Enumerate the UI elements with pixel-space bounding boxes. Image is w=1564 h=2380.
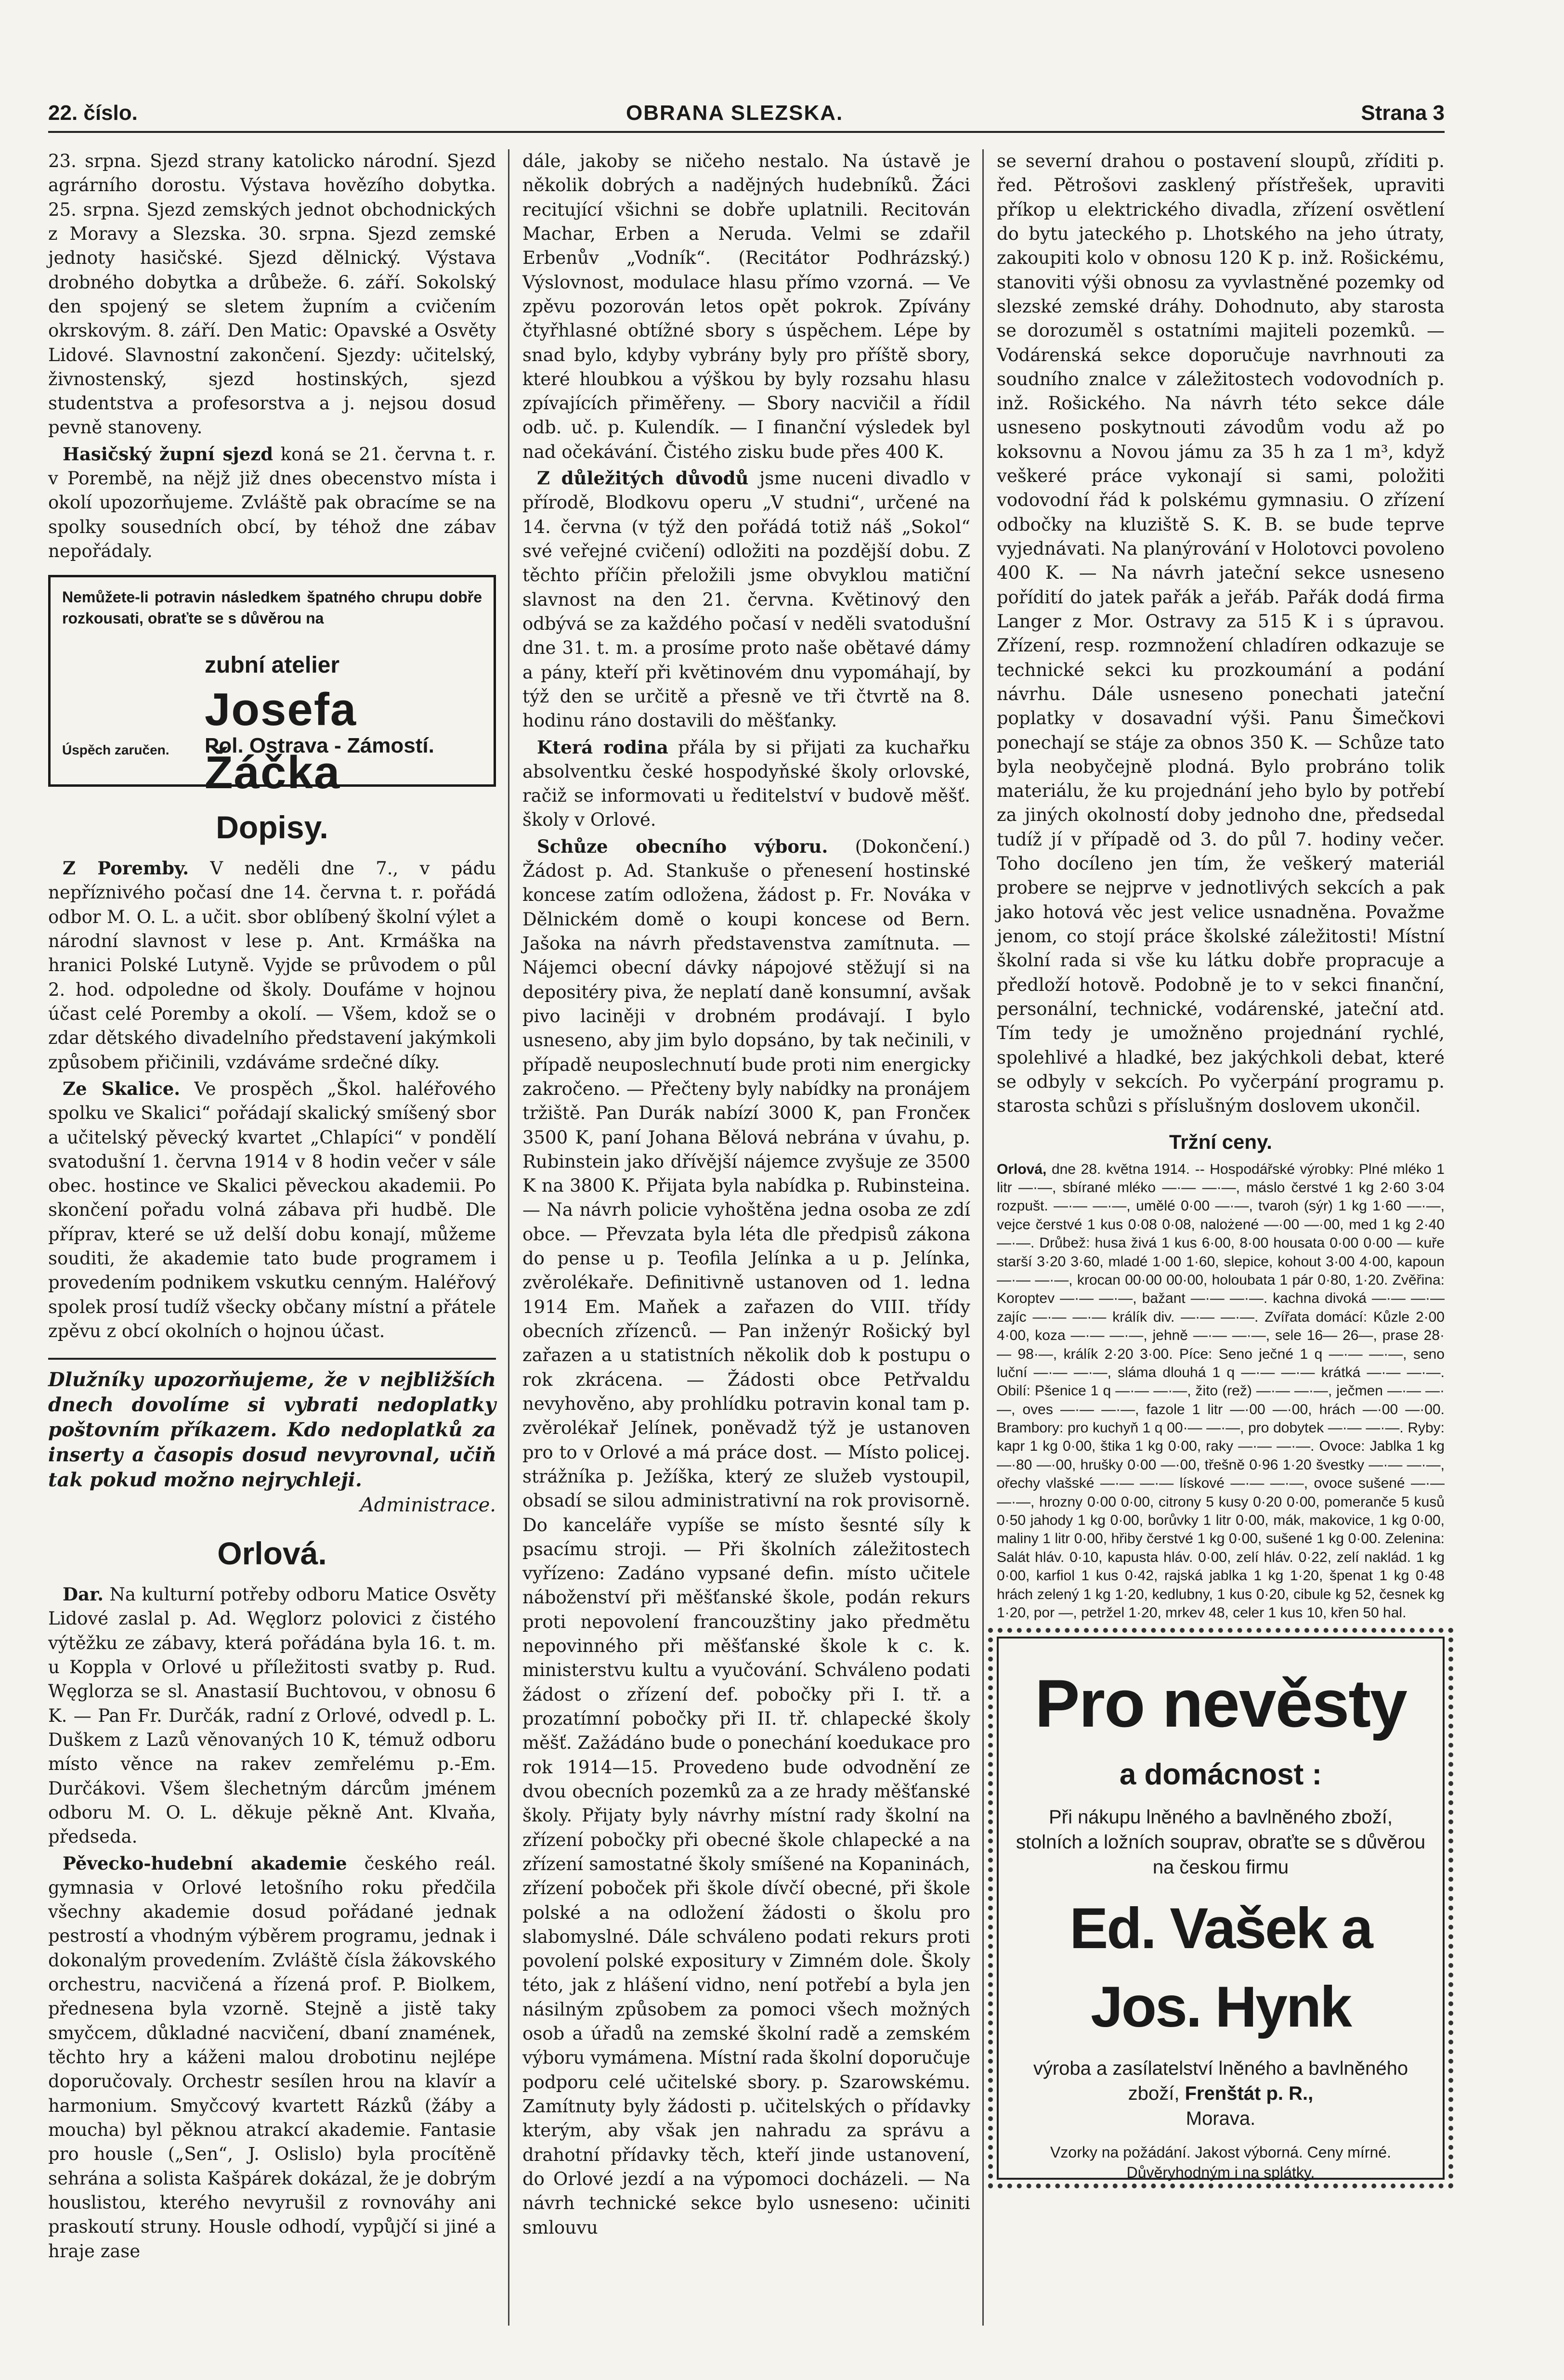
debtors-notice: Dlužníky upozorňujeme, že v nejbližších dnech dovolíme si vybrati nedoplatky poštovním příkazem. Kdo nedoplatků za inserty a časopis dosud nevyrovnal, učiň tak pokud možno nejrychleji. Administrace.	[48, 1358, 496, 1518]
newspaper-page	[48, 96, 1445, 2335]
column-3	[997, 149, 1445, 2180]
article-council-meeting: Schůze obecního výboru. (Dokončení.) Žádost p. Ad. Stankuše o přenesení hostinské koncese zatím odložena, žádost p. Fr. Nováka v Dělnickém domě o koupi koncese od Bern. Jašoka na návrh představenstva zamítnuta. — Nájemci obecní dávky nápojové stěžují si na depositéry piva, že neplatí daně konsumní, avšak pivo laciněji v drobném prodávají. I bylo usneseno, aby jim bylo dopsáno, by tak nečinili, v případě neuposlechnutí bude proti nim energicky zakročeno. — Přečteny byly nabídky na pronájem tržiště. Pan Durák nabízí 3000 K, pan Frončeк 3500 K, paní Johana Bělová nebrána v úvahu, p. Rubinstein jako dřívější nájemce zvyšuje ze 3500 K na 3800 K. Přijata byla nabídka p. Rubinsteina. — Na návrh policie vyhoštěna jedna osoba ze zdí obce. — Převzata byla léta dle předpisů zákona do pense u p. Teofila Jelínka a u p. Jelínka, zvěrolékaře. Definitivně ustanoven od 1. ledna 1914 Em. Maňek a zařazen do VIII. třídy obecních zřízenců. — Pan inženýr Rošický byl zařazen a u statistních několik dob k postupu o rok zkrácena. — Žádosti obce Petřvaldu nevyhověno, aby prohlídku potravin konal tam p. zvěrolékař Jelínek, poněvadž týž je ustanoven pro to v Orlové a má práce dost. — Místo policej. strážníka p. Ježíška, který ze služeb vystoupil, obsadí se silou administrativní na rok provisorně. Do kanceláře vypíše se místo šesnté síly k psacímu stroji. — Při školních záležitostech vyřízeno: Zadáno vypsané defin. místo učitele náboženství při měšťanské škole, podán rekurs proti nepovolení francouzštiny jako předmětu nepovinného při měšťanské škole k c. k. ministerstvu kultu a vyučování. Schváleno podati žádost o zřízení def. pobočky při I. tř. a prozatímní pobočky při II. tř. chlapecké školy měšť. Zažádáno bude o ponechání koedukace pro rok 1914—15. Provedeno bude odvodnění ze dvou obecních pozemků za a ze hrady měšťanské školy. Přijaty byly návrhy místní rady školní na zřízení pobočky při obecné škole chlapecké a na zřízení samostatné školy smíšené na Kopaninách, zřízení poboček při škole dívčí obecné, při škole polské a na odložení žádosti o školu pro slabomyslné. Dále schváleno podati rekurs proti povolení polské expositury v Zimném dole. Školy této, jak z hlášení vidno, není potřebí a byla jen násilným způsobem za pomoci všech možných osob a úřadů na zemské školní radě a zemském výboru vymámena. Místní rada školní doporučuje podporu celé učitelské sbory. p. Szarowskému. Zamítnuty byly žádosti p. učitelských o přídavky kterým, aby však jen nahradu za správu a drahotní přídavky těch, kteří jinde ustanovení, do Orlové jezdí a na výpomoci docházeli. — Na návrh technické sekce bylo usneseno: učiniti smlouvu	[522, 835, 970, 2238]
article-poremba: Z Poremby. V neděli dne 7., v pádu nepříznivého počasí dne 14. června t. r. pořádá odbor M. O. L. a učit. sbor oblíbený školní výlet a národní slavnost v lese p. Ant. Krmáška na hranici Polské Lutyně. Vyjde se průvodem o půl 2. hod. odpoledne od školy. Doufáme v hojnou účast celé Poremby a okolí. — Všem, kdož se o zdar dětského divadelního představení jakýmkoli způsobem přičinili, vzdáváme srdečné díky.	[48, 858, 496, 1073]
ad-atelier: zubní atelier	[205, 652, 340, 678]
ad-location: Pol. Ostrava - Zámostí.	[205, 734, 434, 758]
column-2	[522, 149, 970, 2242]
header-rule	[48, 131, 1445, 133]
article-skalice: Ze Skalice. Ve prospěch „Škol. haléřového spolku ve Skalici“ pořádají skalický smíšený sbor a učitelský pěvecký kvartet „Chlapíci“ v pondělí svatodušní 1. června 1914 v 8 hodin večer v sále obec. hostince ve Skalici pěveckou akademii. Po skončení pořadu volná zábava při hudbě. Dle příprav, které se už delší dobu konají, můžeme souditi, že akademie tato bude programem i provedením podnikem vskutku cenným. Haléřový spolek prosí tudíž všecky občany místní a přátele zpěvu z obcí okolních o hojnou účast.	[48, 1078, 496, 1341]
ad-installments: Důvěryhodným i na splátky.	[1126, 2164, 1315, 2182]
ad-firm-name: Ed. Vašek a Jos. Hynk	[1069, 1896, 1372, 2040]
page-header	[48, 96, 1445, 130]
section-title-letters: Dopisy.	[216, 809, 328, 845]
ad-dentist-name: Josefa Žáčka	[205, 684, 357, 798]
newspaper-title: OBRANA SLEZSKA.	[626, 101, 844, 125]
article-fire-congress: Hasičský župní sjezd koná se 21. června t. r. v Porembě, na nějž již dnes obecenstvo místa i okolí upozorňujeme. Zvláště pak obracíme se na spolky sousedních obcí, by téhož dne zábav nepořádaly.	[48, 443, 496, 561]
linen-advertisement	[997, 1637, 1445, 2180]
column-separator	[982, 149, 984, 2326]
article-donation: Dar. Na kulturní potřeby odboru Matice Osvěty Lidové zaslal p. Ad. Węglorz polovici z čistého výtěžku ze zábavy, která pořádána byla 16. t. m. u Koppla v Orlové u příležitosti svatby p. Rud. Węglorza se sl. Anastasií Buchtovou, v obnosu 6 K. — Pan Fr. Durčák, radní z Orlové, odvedl p. L. Duškem z Lazů věnovaných 10 K, témuž odboru místo věnce na rakev zemřelému p.-Em. Durčákovi. Všem šlechetným dárcům jménem odboru M. O. L. děkuje pěkně Ant. Klvaňa, předseda.	[48, 1584, 496, 1847]
ad-region: Morava.	[1186, 2108, 1256, 2130]
article-council-continued: se severní drahou o postavení sloupů, zříditi p. řed. Pětrošovi zasklený přístřešek, upraviti příkop u elektrického divadla, zřízení osvětlení do bytu jateckého p. Lhotského na jeho útraty, zakoupiti kolo v obnosu 120 K p. inž. Rošickému, stanoviti výši obnosu za vyvlastněné pozemky od slezské zemské dráhy. Dohodnuto, aby starosta se dorozuměl s ostatními majiteli pozemků. — Vodárenská sekce doporučuje navrhnouti za soudního znalce v záležitostech vodovodních p. inž. Rošického. Na návrh této sekce dále usneseno poskytnouti závodům vodu až po koksovnu a Novou jámu za 35 h za 1 m³, když veškeré práce vykonají si sami, položiti vodovodní řád k polskému gymnasiu. O zřízení odbočky na kluziště S. K. B. se bude teprve vyjednávati. Na planýrování v Holotovci povoleno 400 K. — Na návrh jateční sekce usneseno pořídití do jatek pařák a jeřáb. Pařák dodá firma Langer z Mor. Ostravy za 515 K i s úpravou. Zřízení, resp. rozmnožení chladíren odkazuje se technické sekci ku prozkoumání a podání návrhu. Dále usneseno ponechati jateční poplatky v dosavadní výši. Panu Šimečkovi ponechají se stáje za obnos 350 K. — Schůze tato byla neobyčejně plodná. Bylo probráno tolik materiálu, že ku projednání jeho bylo by potřebí za jiných okolností doby jednoho dne, předsedal tudíž jí v případě od 3. do půl 7. hodiny večer. Toho docíleno jen tím, že veškerý materiál probere se nejprve v jednotlivých sekcích a pak jako hotová věc jest velice usnadněna. Považme jenom, co stojí práce školské záležitosti! Místní školní rada si vše ku látku dobře propracuje a předloží hotově. Podobně je to v sekci finanční, personální, technické, vodárenské, jateční atd. Tím tedy je umožněno projednání rychlé, spolehlivé a hladké, bez jakýchkoli debat, které se odbyly v sekcích. Po vyčerpání programu p. starosta schůzi s příslušným doslovem ukončil.	[997, 151, 1445, 1117]
page-number: Strana 3	[1361, 101, 1445, 125]
ad-samples: Vzorky na požádání. Jakost výborná. Ceny mírné.	[1050, 2144, 1391, 2161]
ad-intro: Nemůžete-li potravin následkem špatného chrupu dobře rozkousati, obraťte se s důvěrou na	[62, 588, 482, 627]
notice-signature: Administrace.	[360, 1494, 496, 1517]
market-prices-title: Tržní ceny.	[1169, 1130, 1272, 1153]
article-cook-wanted: Která rodina přála by si přijati za kuchařku absolventku české hospodyňské školy orlovské, račiž se informovati u ředitelství v budově měšť. školy v Orlové.	[522, 736, 970, 831]
event-schedule: 23. srpna. Sjezd strany katolicko národní. Sjezd agrárního dorostu. Výstava hovězího dobytka. 25. srpna. Sjezd zemských jednot obchodnických z Moravy a Slezska. 30. srpna. Sjezd zemské jednoty hasičské. Sjezd dělnický. Výstava drobného dobytka a drůbeže. 6. září. Sokolský den spojený se sletem župním a cvičením okrskovým. 8. září. Den Matic: Opavské a Osvěty Lidové. Slavnostní zakončení. Sjezdy: učitelský, živnostenský, sjezd hostinských, sjezd studentstva a profesorstva a j. nejsou dosud pevně stanoveny.	[48, 151, 496, 438]
column-1	[48, 149, 496, 2265]
article-music-academy: Pěvecko-hudební akademie českého reál. gymnasia v Orlové letošního roku předčila všechny akademie dosud pořádané jednak pestrostí a vhodným výběrem programu, jednak i dokonalým provedením. Zvláště čísla žákovského orchestru, nacvičená a řízená prof. P. Biolkem, přednesena byla vzorně. Stejně a jistě taky smyčcem, důkladné nacvičení, dbaní znamének, těchto hry a káženi malou drobotinu nejlépe doporučovaly. Orchestr sesílen hrou na klavír a harmonium. Smyčcový kvartett Rázků (žáby a moucha) byl pěknou atrakcí akademie. Fantasie pro housle („Sen“, J. Oslislo) byla procítěně sehrána a solista Kašpárek dokázal, že je dobrým houslistou, kterého nevyrušil z rovnováhy ani praskoutí struny. Housle odhodí, vypůjčí si jiné a hraje zase	[48, 1852, 496, 2262]
market-prices-list: Orlová, dne 28. května 1914. -- Hospodářské výrobky: Plné mléko 1 litr —·—, sbírané mléko —·— —·—, máslo čerstvé 1 kg 2·60 3·04 rozpušt. —·— —·—, umělé 0·00 —·—, tvaroh (sýr) 1 kg 1·60 —·—, vejce čerstvé 1 kus 0·08 0·08, nalożené —·00 —·00, med 1 kg 2·40 —·—. Drůbež: husa živá 1 kus 6·00, 8·00 housata 0·00 0·00 — kuře starší 3·20 3·60, mladé 1·00 1·60, slepice, kohout 3·00 4·00, kapoun —·— —·—, krocan 00·00 00·00, holoubata 1 pár 0·80, 1·20. Zvěřina: Koroptev —·— —·—, bažant —·— —·—. kachna divoká —·— —·— zajíc —·— —·— králík div. —·— —·—. Zvířata domácí: Kůzle 2·00 4·00, koza —·— —·—, jehně —·— —·—, sele 16— 26—, prase 28·— 98·—, králík 2·20 3·00. Píce: Seno ječné 1 q —·— —·—, seno luční —·— —·—, sláma dlouhá 1 q —·— —·— krátká —·— —·—. Obilí: Pšenice 1 q —·— —·—, žito (rež) —·— —·—, ječmen —·— —·—, oves —·— —·—, fazole 1 litr —·00 —·00, hrách —·00 —·00. Brambory: pro kuchyň 1 q 00·— —·—, pro dobytek —·— —·—. Ryby: kapr 1 kg 0·00, štika 1 kg 0·00, raky —·— —·—. Ovoce: Jablka 1 kg —·80 —·00, hrušky 0·00 —·00, třešně 0·96 1·20 švestky —·— —·—, ořechy vlašské —·— —·— lískové —·— —·—, ovoce sušené —·— —·—, hrozny 0·00 0·00, citrony 5 kusy 0·20 0·00, pomeranče 5 kusů 0·50 jahody 1 kg 0·00, borůvky 1 litr 0·00, mák, makovice, 1 kg 0·00, maliny 1 litr 0·00, hřiby čerstvé 1 kg 0·00, sušené 1 kg 0·00. Zelenina: Salát hláv. 0·10, kapusta hláv. 0·00, zelí hláv. 0·22, zelí naklád. 1 kg 0·00, karfiol 1 kus 0·42, rajská jablka 1 kg 1·20, špenat 1 kg 0·48 hrách zelený 1 kg 1·20, kedlubny, 1 kus 0·20, cibule kg 52, česnek kg 1·20, por —, petržel 1·20, mrkev 48, celer 1 kus 10, křen 50 hal.	[997, 1161, 1445, 1621]
article-postponement: Z důležitých důvodů jsme nuceni divadlo v přírodě, Blodkovu operu „V studni“, určené na 14. června (v týž den pořádá totiž náš „Sokol“ své veřejné cvičení) odložiti na pozdější dobu. Z těchto příčin přeložili jsme obvyklou matiční slavnost na den 21. června. Květinový den odbývá se za každého počasí v neděli svatodušní dne 31. t. m. a prosíme proto naše obětavé dámy a pány, kteří při květinovém dnu vypomáhají, by týž den se určitě a přesně ve tři čtvrtě na 8. hodinu ráno dostavili do měšťanky.	[522, 468, 971, 731]
section-title-orlova: Orlová.	[217, 1535, 327, 1572]
column-separator	[508, 149, 509, 2326]
ad-subheadline: a domácnost :	[1119, 1757, 1322, 1791]
ad-body: Při nákupu lněného a bavlněného zboží, stolních a ložních souprav, obraťte se s důvěrou na českou firmu	[1016, 1807, 1426, 1878]
ad-production: výroba a zasílatelství lněného a bavlněného zboží, Frenštát p. R.,	[1033, 2058, 1408, 2105]
ad-headline: Pro nevěsty	[1035, 1665, 1407, 1742]
issue-number: 22. číslo.	[48, 101, 138, 125]
dentist-advertisement	[48, 575, 496, 798]
ad-guarantee: Úspěch zaručen.	[62, 742, 169, 758]
article-academy-continued: dále, jakoby se ničeho nestalo. Na ústavě je několik dobrých a nadějných hudebníků. Žáci recitující všichni se dobře uplatnili. Recitován Machar, Erben a Neruda. Velmi se zdařil Erbenův „Vodník“. (Recitátor Podhrázský.) Výslovnost, modulace hlasu přímo vzorná. — Ve zpěvu pozorován letos opět pokrok. Zpívány čtyřhlasné obtížné sbory s úspěchem. Lépe by snad bylo, kdyby vybrány byly pro příště sbory, které hloubkou a výškou by byly rozsahu hlasu zpívajících přiměřeny. — Sbory nacvičil a řídil odb. uč. p. Kulendík. — I finanční výsledek byl nad očekávání. Čistého zisku bude přes 400 K.	[522, 151, 970, 462]
